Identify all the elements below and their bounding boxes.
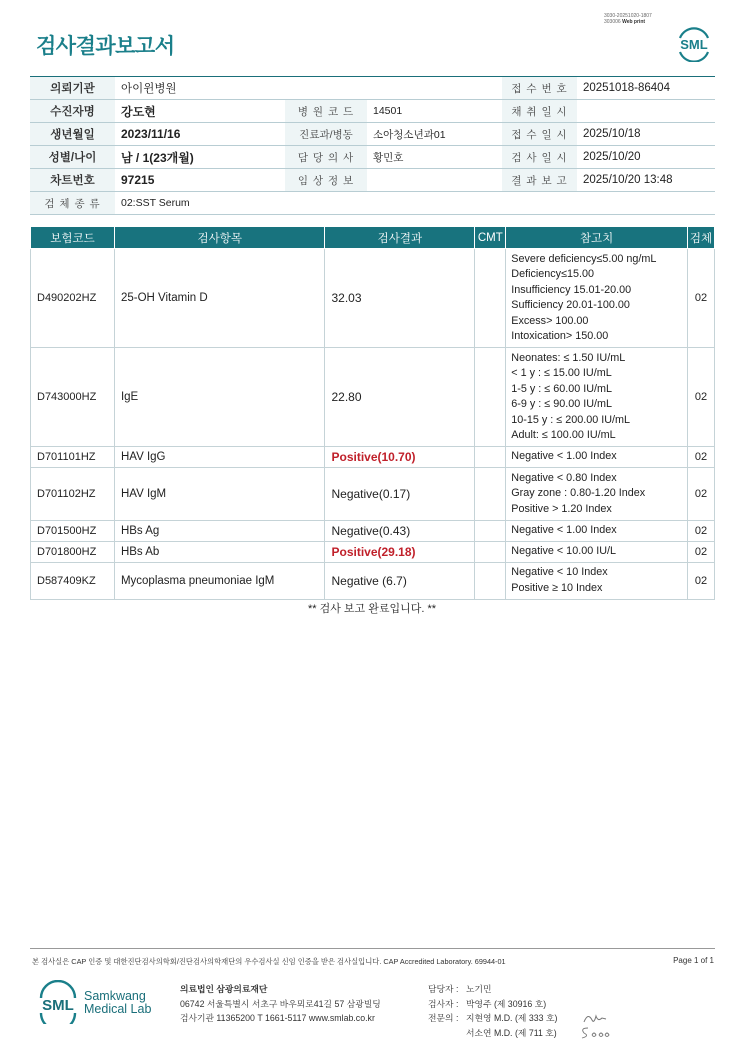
requesting-org-label: 의뢰기관	[30, 77, 115, 100]
reference-line: Gray zone : 0.80-1.20 Index	[511, 487, 646, 499]
sml-logo	[674, 22, 714, 62]
test-result: Negative (6.7)	[325, 562, 475, 599]
reference-line: Insufficiency 15.01-20.00	[511, 283, 632, 296]
lab-contact-info	[180, 982, 381, 1026]
results-table	[30, 226, 715, 600]
signature-2	[578, 1025, 610, 1041]
reference-range	[506, 249, 688, 348]
specimen-code: 02	[687, 447, 714, 468]
lab-name-line1: Samkwang	[84, 989, 146, 1003]
test-result: Positive(10.70)	[325, 447, 475, 468]
result-row	[31, 520, 715, 541]
col-header-item: 검사항목	[114, 227, 325, 249]
specimen-code: 02	[687, 348, 714, 447]
cmt	[475, 541, 506, 562]
insurance-code: D701102HZ	[31, 468, 115, 521]
reference-line: 6-9 y : ≤ 90.00 IU/mL	[511, 398, 613, 410]
reference-range	[506, 447, 688, 468]
reference-line: Adult: ≤ 100.00 IU/mL	[511, 429, 616, 441]
reference-range	[506, 562, 688, 599]
insurance-code: D587409KZ	[31, 562, 115, 599]
info-row	[30, 169, 715, 192]
reference-line: Excess> 100.00	[511, 314, 589, 327]
reference-line: < 1 y : ≤ 15.00 IU/mL	[511, 367, 612, 379]
test-item: Mycoplasma pneumoniae IgM	[114, 562, 325, 599]
specimen-code: 02	[687, 249, 714, 348]
reference-line: Deficiency≤15.00	[511, 268, 595, 280]
insurance-code: D701800HZ	[31, 541, 115, 562]
reference-line: Sufficiency 20.01-100.00	[511, 299, 630, 311]
test-item: HBs Ag	[114, 520, 325, 541]
report-date: 2025/10/20 13:48	[577, 169, 715, 192]
result-row	[31, 541, 715, 562]
test-date-label: 검 사 일 시	[502, 146, 577, 169]
clinical-label: 임 상 정 보	[285, 169, 367, 192]
col-header-cmt: CMT	[475, 227, 506, 249]
sex-age-label: 성별/나이	[30, 146, 115, 169]
sml-footer-logo-text: SML	[42, 997, 74, 1014]
cmt	[475, 249, 506, 348]
reference-line: Negative < 1.00 Index	[511, 450, 617, 463]
result-row	[31, 249, 715, 348]
col-header-ref: 참고치	[506, 227, 688, 249]
receipt-no-label: 접 수 번 호	[502, 77, 577, 100]
specimen-type: 02:SST Serum	[115, 192, 715, 215]
patient-label: 수진자명	[30, 100, 115, 123]
chart-no: 97215	[115, 169, 285, 192]
doctor-label: 담 당 의 사	[285, 146, 367, 169]
print-code-line2: 303006 Web print	[604, 19, 646, 25]
test-result: Negative(0.17)	[325, 468, 475, 521]
cmt	[475, 348, 506, 447]
test-date: 2025/10/20	[577, 146, 715, 169]
page-title: 검사결과보고서	[36, 34, 175, 58]
print-label: Web print	[622, 19, 646, 25]
reference-line: Positive ≥ 10 Index	[511, 581, 603, 594]
specimen-code: 02	[687, 520, 714, 541]
test-result: Positive(29.18)	[325, 541, 475, 562]
receipt-no: 20251018-86404	[577, 77, 715, 100]
col-header-code: 보험코드	[31, 227, 115, 249]
certification-note: 본 검사실은 CAP 인증 및 대한진단검사의학회/진단검사의학재단의 우수검사실 신임 인증을 받은 검사실입니다. CAP Accredited Laboratory. 69944-01	[32, 957, 506, 966]
patient-name: 강도현	[115, 100, 285, 123]
dept-label: 진료과/병동	[285, 123, 367, 146]
chart-no-label: 차트번호	[30, 169, 115, 192]
reference-line: Neonates: ≤ 1.50 IU/mL	[511, 351, 626, 364]
page-number: Page 1 of 1	[673, 956, 714, 965]
result-row	[31, 447, 715, 468]
info-row	[30, 100, 715, 123]
patient-info-table	[30, 76, 715, 215]
test-item: HAV IgG	[114, 447, 325, 468]
result-row	[31, 468, 715, 521]
lab-contact: 검사기관 11365200 T 1661-5117 www.smlab.co.kr	[180, 1013, 375, 1023]
test-item: 25-OH Vitamin D	[114, 249, 325, 348]
lab-org: 의료법인 삼광의료재단	[180, 984, 268, 994]
reference-line: 10-15 y : ≤ 200.00 IU/mL	[511, 413, 631, 426]
sml-footer-logo	[36, 980, 80, 1024]
report-date-label: 결 과 보 고	[502, 169, 577, 192]
cmt	[475, 562, 506, 599]
reference-line: Intoxication> 150.00	[511, 330, 609, 342]
sml-logo-text: SML	[680, 37, 708, 52]
test-result: Negative(0.43)	[325, 520, 475, 541]
info-row	[30, 146, 715, 169]
lab-name-line2: Medical Lab	[84, 1002, 152, 1016]
reference-line: Positive > 1.20 Index	[511, 502, 612, 515]
print-code	[604, 13, 652, 25]
insurance-code: D743000HZ	[31, 348, 115, 447]
reference-range	[506, 541, 688, 562]
test-item: HAV IgM	[114, 468, 325, 521]
footer-divider	[30, 948, 715, 949]
staff-row: 검사자 : 박영주 (제 30916 호)	[428, 998, 547, 1009]
lab-address: 06742 서울특별시 서초구 바우뫼로41길 57 삼광빌딩	[180, 998, 381, 1009]
reference-range	[506, 348, 688, 447]
specimen-code: 02	[687, 468, 714, 521]
specimen-code: 02	[687, 562, 714, 599]
test-result: 32.03	[325, 249, 475, 348]
reference-line: 1-5 y : ≤ 60.00 IU/mL	[511, 382, 613, 395]
reference-line: Negative < 10.00 IU/L	[511, 544, 617, 557]
lab-name	[84, 990, 151, 1016]
doctor: 황민호	[367, 146, 502, 169]
cmt	[475, 468, 506, 521]
receipt-date: 2025/10/18	[577, 123, 715, 146]
result-row	[31, 562, 715, 599]
dob-label: 생년월일	[30, 123, 115, 146]
staff-row: 담당자 : 노기민	[428, 984, 492, 994]
reference-line: Negative < 10 Index	[511, 566, 608, 578]
specimen-code: 02	[687, 541, 714, 562]
test-item: IgE	[114, 348, 325, 447]
print-code-line1: 3030-20251020-1807	[604, 13, 652, 19]
reference-line: Severe deficiency≤5.00 ng/mL	[511, 252, 657, 265]
test-result: 22.80	[325, 348, 475, 447]
dept: 소아청소년과01	[367, 123, 502, 146]
insurance-code: D490202HZ	[31, 249, 115, 348]
insurance-code: D701101HZ	[31, 447, 115, 468]
collect-date	[577, 100, 715, 123]
staff-list	[428, 982, 557, 1040]
receipt-date-label: 접 수 일 시	[502, 123, 577, 146]
collect-date-label: 채 취 일 시	[502, 100, 577, 123]
specimen-label: 검 체 종 류	[30, 192, 115, 215]
staff-row: 전문의 : 지현영 M.D. (제 333 호)	[428, 1013, 558, 1023]
reference-range	[506, 468, 688, 521]
results-header-row	[31, 227, 715, 249]
info-row	[30, 192, 715, 215]
hospital-code: 14501	[367, 100, 502, 123]
sex-age: 남 / 1(23개월)	[115, 146, 285, 169]
reference-range	[506, 520, 688, 541]
clinical-info	[367, 169, 502, 192]
cmt	[475, 447, 506, 468]
hospital-code-label: 병 원 코 드	[285, 100, 367, 123]
reference-line: Negative < 1.00 Index	[511, 523, 617, 536]
info-row	[30, 77, 715, 100]
insurance-code: D701500HZ	[31, 520, 115, 541]
staff-row: 서소연 M.D. (제 711 호)	[466, 1027, 557, 1038]
col-header-result: 검사결과	[325, 227, 475, 249]
completion-note: ** 검사 보고 완료입니다. **	[307, 603, 437, 615]
dob: 2023/11/16	[115, 123, 285, 146]
col-header-specimen: 검체	[687, 227, 714, 249]
cmt	[475, 520, 506, 541]
reference-line: Negative < 0.80 Index	[511, 471, 617, 484]
result-row	[31, 348, 715, 447]
signature-1	[582, 1010, 612, 1026]
requesting-org: 아이윈병원	[115, 77, 502, 100]
info-row	[30, 123, 715, 146]
test-item: HBs Ab	[114, 541, 325, 562]
